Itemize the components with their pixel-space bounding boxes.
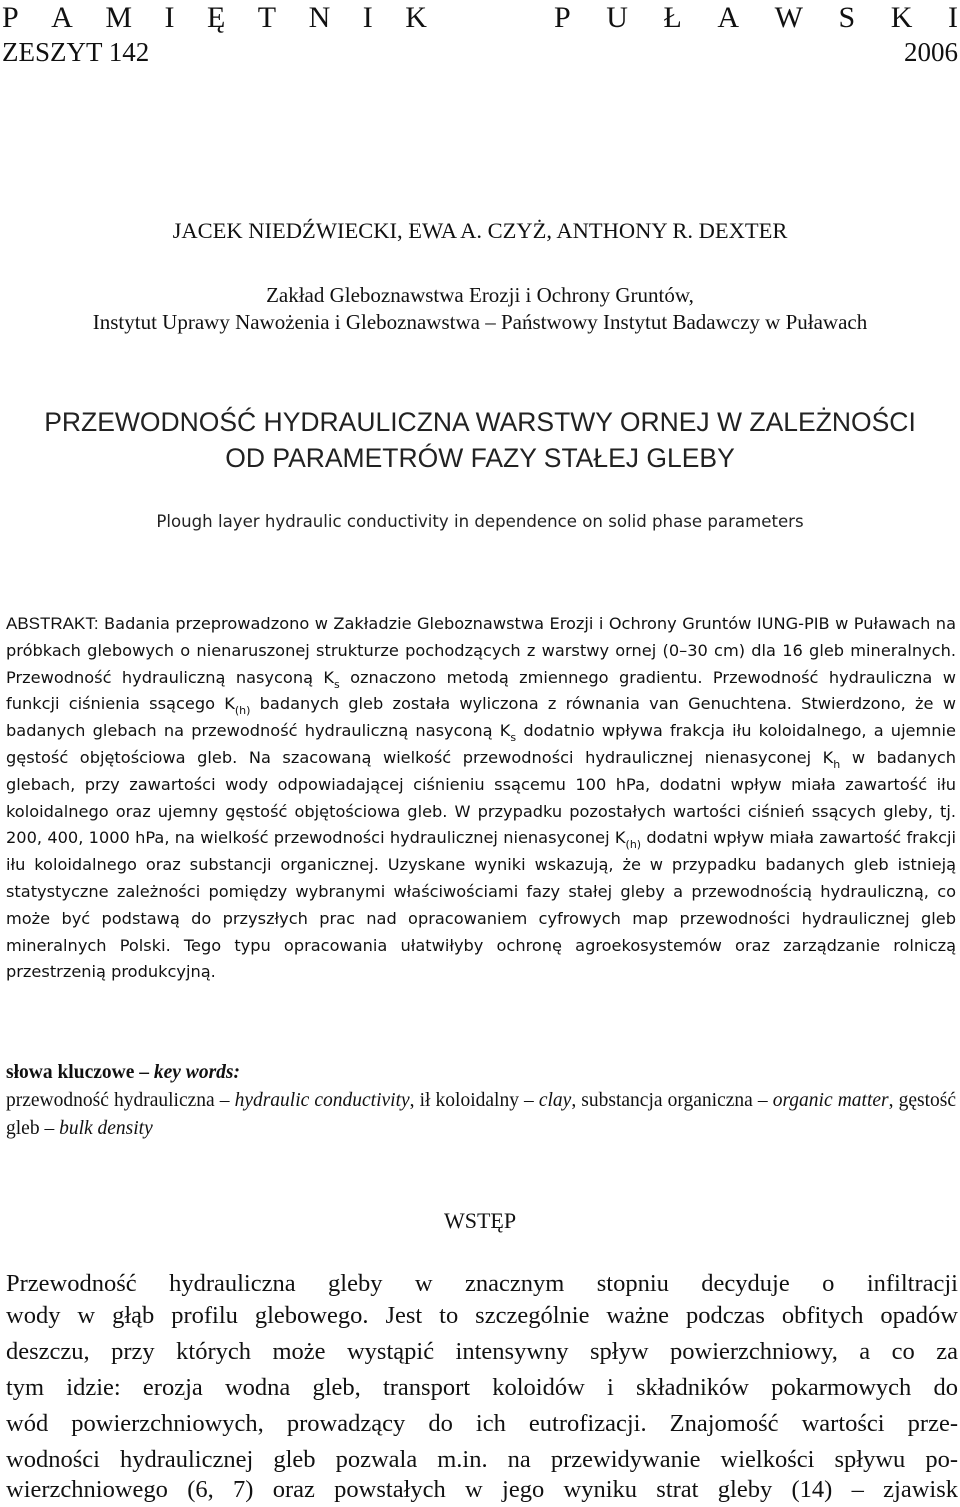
- body-text-line: Przewodność hydrauliczna gleby w znacznym stopniu decyduje o infiltracji: [6, 1270, 958, 1297]
- subscript: (h): [234, 704, 251, 718]
- journal-letter: A: [51, 1, 73, 34]
- journal-letter: W: [774, 1, 803, 34]
- issue-year: 2006: [904, 37, 958, 67]
- keyword-pl: , substancja organiczna –: [571, 1090, 773, 1111]
- body-text-line: tym idzie: erozja wodna gleb, transport koloidów i składników pokarmowych do: [6, 1374, 958, 1401]
- subscript: s: [334, 677, 340, 691]
- journal-letter: U: [606, 1, 628, 34]
- affiliation-line-2: Instytut Uprawy Nawożenia i Gleboznawstwa – Państwowy Instytut Badawczy w Puławach: [92, 310, 868, 334]
- abstract-text: dodatnio wpływa frakcja iłu koloidalnego, a ujemnie gęstość objętościowa gleb. Na szacowaną wielkość przewodności hydraulicznej nienasyconej K: [6, 721, 957, 767]
- keyword-pl: , ił koloidalny –: [409, 1090, 539, 1111]
- issue-number: ZESZYT 142: [2, 37, 150, 67]
- abstract-text: badanych gleb została wyliczona z równania van Genuchtena. Stwierdzono, że w badanych glebach na przewodność hydrauliczną nasyconą K: [6, 694, 956, 741]
- body-text-line: wodności hydraulicznej gleb pozwala m.in. na przewidywanie wielkości spływu po-: [6, 1446, 958, 1473]
- journal-letter: P: [2, 1, 19, 34]
- journal-letter: Ę: [206, 1, 226, 34]
- keywords-heading-en: key words:: [153, 1062, 240, 1083]
- journal-letter: K: [890, 1, 913, 34]
- affiliation-line-1: Zakład Gleboznawstwa Erozji i Ochrony Gruntów,: [266, 283, 694, 307]
- body-text-line: wody w głąb profilu glebowego. Jest to szczególnie ważne podczas obfitych opadów: [6, 1302, 958, 1329]
- abstract-text: dodatni wpływ miała zawartość frakcji iłu koloidalnego oraz substancji organicznej. Uzyskane wyniki wskazują, że w przypadku badanych gleb istnieją statystyczne zależności pomiędzy wybranymi właściwościami fazy stałej gleby a przewodnością hydrauliczną, co może być podstawą do przyszłych prac nad opracowaniem cyfrowych map przewodności hydraulicznej gleb mineralnych Polski. Tego typu opracowania ułatwiłyby ochronę agroekosystemów oraz zarządzanie rolniczą przestrzenią produkcyjną.: [6, 828, 956, 982]
- journal-letter: M: [105, 1, 133, 34]
- article-title-line-2: OD PARAMETRÓW FAZY STAŁEJ GLEBY: [225, 443, 735, 473]
- journal-letter: I: [362, 1, 373, 34]
- journal-letter: S: [838, 1, 856, 34]
- journal-letter: P: [554, 1, 571, 34]
- journal-letter: I: [947, 1, 958, 34]
- journal-letter: K: [405, 1, 427, 34]
- journal-letter: N: [308, 1, 331, 34]
- body-text-line: wierzchniowego (6, 7) oraz powstałych w jego wyniku strat gleby (14) – zjawisk: [6, 1476, 958, 1503]
- keyword-en: hydraulic conductivity: [234, 1090, 410, 1111]
- body-text-line: deszczu, przy których może wystąpić intensywny spływ powierzchniowy, a co za: [6, 1338, 958, 1365]
- keyword-pl: przewodność hydrauliczna –: [6, 1090, 235, 1111]
- subscript: h: [833, 757, 841, 771]
- keyword-en: clay: [538, 1090, 572, 1111]
- abstract-text: oznaczono metodą zmiennego gradientu. Przewodność hydrauliczna w funkcji ciśnienia ssącego K: [6, 667, 956, 714]
- abstract: [6, 611, 956, 986]
- body-text-line: wód powierzchniowych, prowadzący do ich eutrofizacji. Znajomość wartości prze-: [6, 1410, 958, 1437]
- article-title-line-1: PRZEWODNOŚĆ HYDRAULICZNA WARSTWY ORNEJ W ZALEŻNOŚCI: [44, 407, 916, 437]
- subscript: (h): [625, 838, 642, 852]
- subscript: s: [510, 731, 517, 745]
- keyword-en: bulk density: [59, 1118, 153, 1139]
- section-heading: WSTĘP: [443, 1208, 517, 1233]
- authors: JACEK NIEDŹWIECKI, EWA A. CZYŻ, ANTHONY R. DEXTER: [172, 218, 788, 243]
- keywords-heading: [6, 1059, 240, 1087]
- keyword-pl: , gęstość gleb –: [6, 1090, 956, 1139]
- keywords-heading-pl: słowa kluczowe –: [6, 1062, 154, 1083]
- journal-letter: I: [164, 1, 175, 34]
- journal-letter: Ł: [663, 1, 682, 34]
- abstract-label: ABSTRAKT:: [6, 614, 99, 633]
- keywords-list: [6, 1087, 956, 1143]
- journal-letter: A: [717, 1, 740, 34]
- english-title: Plough layer hydraulic conductivity in dependence on solid phase parameters: [156, 512, 804, 531]
- abstract-text: Badania przeprowadzono w Zakładzie Gleboznawstwa Erozji i Ochrony Gruntów IUNG-PIB w Puławach na próbkach glebowych o nienaruszonej strukturze pochodzących z warstwy ornej (0–30 cm) dla 16 gleb mineralnych. Przewodność hydrauliczną nasyconą K: [6, 614, 956, 687]
- keyword-en: organic matter: [772, 1090, 889, 1111]
- journal-name-word-2: [554, 0, 958, 36]
- abstract-text: w badanych glebach, przy zawartości wody odpowiadającej ciśnieniu ssącemu 100 hPa, dodatni wpływ miała zawartość iłu koloidalnego oraz ujemny gęstość objętościowa gleb. W przypadku pozostałych wartości ciśnień ssących gleby, tj. 200, 400, 1000 hPa, na wielkość przewodności hydraulicznej nienasyconej K: [6, 747, 956, 848]
- journal-letter: T: [257, 1, 277, 34]
- journal-name-word-1: [2, 0, 427, 36]
- journal-name: [2, 0, 958, 36]
